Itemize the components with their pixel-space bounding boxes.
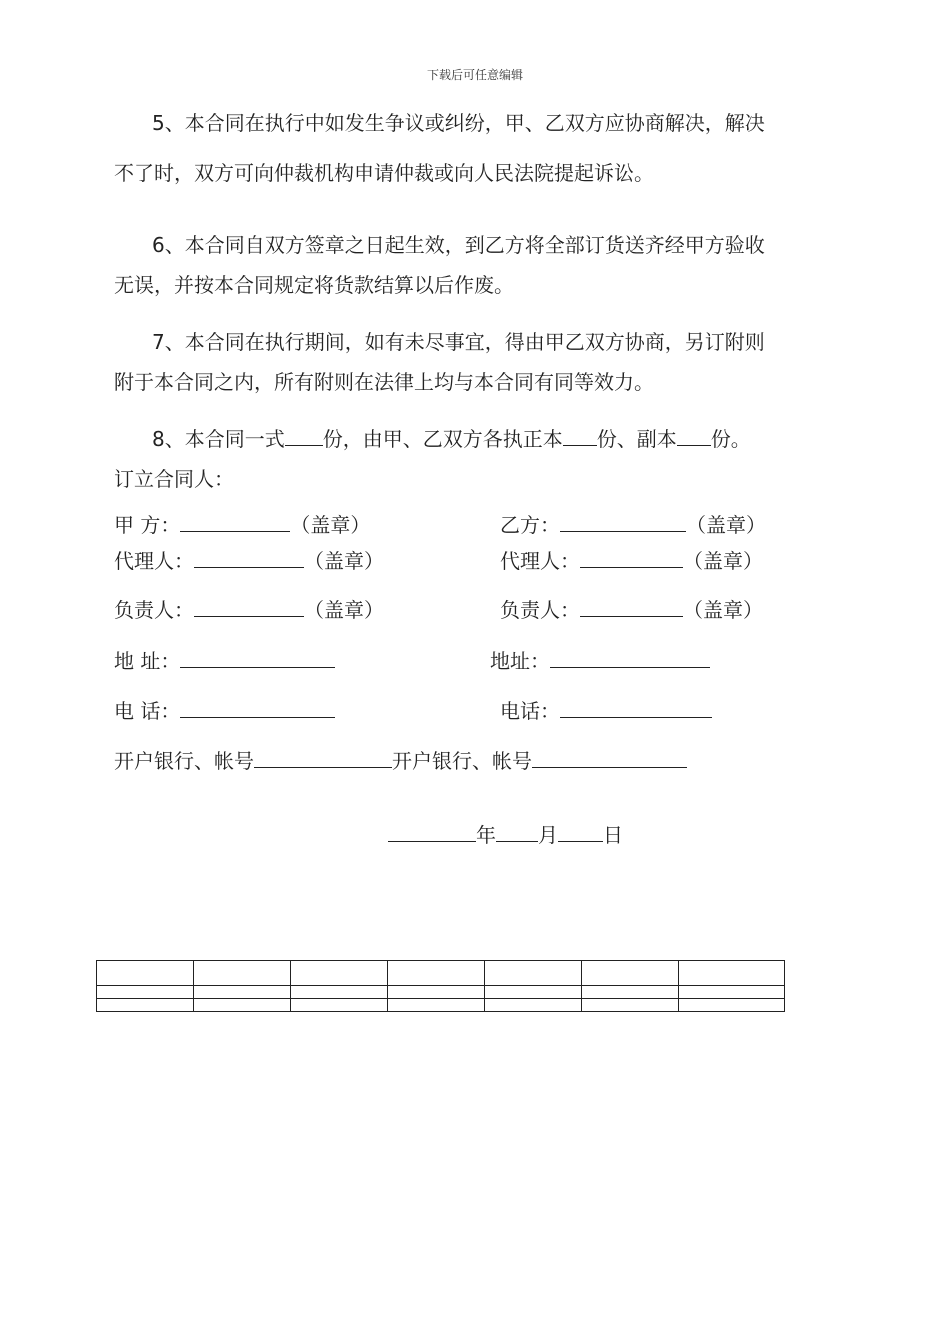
party-b-phone-label: 电话： [500, 699, 560, 723]
table-cell[interactable] [388, 999, 485, 1012]
page-header: 下载后可任意编辑 [426, 68, 523, 82]
clause-8 [152, 425, 751, 453]
clause-6-line-1: 6、本合同自双方签章之日起生效，到乙方将全部订货送齐经甲方验收 [152, 233, 765, 257]
table-cell[interactable] [388, 986, 485, 999]
year-field[interactable] [388, 821, 476, 842]
table-cell[interactable] [291, 961, 388, 986]
party-b-bank-field[interactable] [532, 747, 687, 768]
clause-8-prefix: 8、本合同一式 [152, 427, 285, 451]
party-a-address-row [114, 647, 335, 675]
party-a-principal-label: 负责人： [114, 598, 194, 622]
party-b-field[interactable] [560, 511, 686, 532]
party-a-agent-label: 代理人： [114, 549, 194, 573]
party-a-row [114, 511, 370, 539]
party-a-principal-row [114, 596, 384, 624]
clause-8-mid-2: 份、副本 [596, 427, 677, 451]
clause-5-line-1: 5、本合同在执行中如发生争议或纠纷，甲、乙双方应协商解决，解决 [152, 111, 765, 135]
year-label: 年 [476, 823, 496, 847]
party-a-label: 甲 方： [114, 513, 181, 537]
party-b-address-field[interactable] [550, 647, 710, 668]
clause-8-suffix: 份。 [710, 427, 751, 451]
party-b-address-row [490, 647, 710, 675]
table-cell[interactable] [582, 961, 679, 986]
month-label: 月 [538, 823, 558, 847]
clause-7 [114, 322, 838, 402]
party-b-principal-label: 负责人： [500, 598, 580, 622]
table-cell[interactable] [485, 986, 582, 999]
party-a-phone-label: 电 话： [114, 699, 181, 723]
party-a-bank-field[interactable] [254, 747, 392, 768]
party-b-phone-field[interactable] [560, 697, 712, 718]
party-b-agent-label: 代理人： [500, 549, 580, 573]
day-field[interactable] [558, 821, 603, 842]
party-b-agent-seal: （盖章） [683, 549, 763, 573]
date-row [388, 821, 623, 849]
party-a-agent-seal: （盖章） [304, 549, 384, 573]
clause-8-mid-1: 份，由甲、乙双方各执正本 [322, 427, 563, 451]
party-b-agent-field[interactable] [580, 547, 683, 568]
party-a-seal: （盖章） [290, 513, 371, 537]
duplicates-field[interactable] [677, 425, 711, 446]
originals-field[interactable] [563, 425, 597, 446]
table-cell[interactable] [291, 999, 388, 1012]
blank-table [96, 960, 785, 1012]
party-b-seal: （盖章） [686, 513, 766, 537]
party-b-phone-row [500, 697, 712, 725]
table-cell[interactable] [97, 999, 194, 1012]
party-a-address-label: 地 址： [114, 649, 181, 673]
table-cell[interactable] [485, 961, 582, 986]
party-b-label: 乙方： [500, 513, 560, 537]
clause-5 [114, 103, 838, 193]
party-a-address-field[interactable] [180, 647, 335, 668]
party-b-agent-row [500, 547, 763, 575]
signatories-title: 订立合同人： [114, 467, 234, 491]
table-cell[interactable] [679, 986, 785, 999]
table-row [97, 999, 785, 1012]
bank-account-row [114, 747, 687, 775]
party-a-phone-field[interactable] [180, 697, 335, 718]
party-b-row [500, 511, 766, 539]
party-a-phone-row [114, 697, 335, 725]
party-a-agent-field[interactable] [194, 547, 304, 568]
table-cell[interactable] [485, 999, 582, 1012]
table-row [97, 986, 785, 999]
table-cell[interactable] [679, 961, 785, 986]
clause-7-line-2: 附于本合同之内，所有附则在法律上均与本合同有同等效力。 [114, 370, 654, 394]
table-row [97, 961, 785, 986]
party-a-field[interactable] [180, 511, 290, 532]
party-b-bank-label: 开户银行、帐号 [392, 749, 532, 773]
month-field[interactable] [496, 821, 538, 842]
copies-total-field[interactable] [285, 425, 323, 446]
table-cell[interactable] [582, 986, 679, 999]
party-a-agent-row [114, 547, 384, 575]
clause-7-line-1: 7、本合同在执行期间，如有未尽事宜，得由甲乙双方协商，另订附则 [152, 330, 765, 354]
table-cell[interactable] [388, 961, 485, 986]
table-cell[interactable] [194, 999, 291, 1012]
clause-6-line-2: 无误，并按本合同规定将货款结算以后作废。 [114, 273, 514, 297]
table-cell[interactable] [291, 986, 388, 999]
day-label: 日 [603, 823, 623, 847]
party-a-principal-field[interactable] [194, 596, 304, 617]
table-cell[interactable] [194, 961, 291, 986]
clause-6 [114, 225, 838, 305]
table-cell[interactable] [97, 986, 194, 999]
party-b-principal-seal: （盖章） [683, 598, 763, 622]
party-b-principal-row [500, 596, 763, 624]
party-a-bank-label: 开户银行、帐号 [114, 749, 254, 773]
table-cell[interactable] [97, 961, 194, 986]
table-cell[interactable] [194, 986, 291, 999]
table-cell[interactable] [582, 999, 679, 1012]
party-a-principal-seal: （盖章） [304, 598, 384, 622]
clause-5-line-2: 不了时，双方可向仲裁机构申请仲裁或向人民法院提起诉讼。 [114, 161, 654, 185]
table-cell[interactable] [679, 999, 785, 1012]
party-b-principal-field[interactable] [580, 596, 683, 617]
party-b-address-label: 地址： [490, 649, 550, 673]
